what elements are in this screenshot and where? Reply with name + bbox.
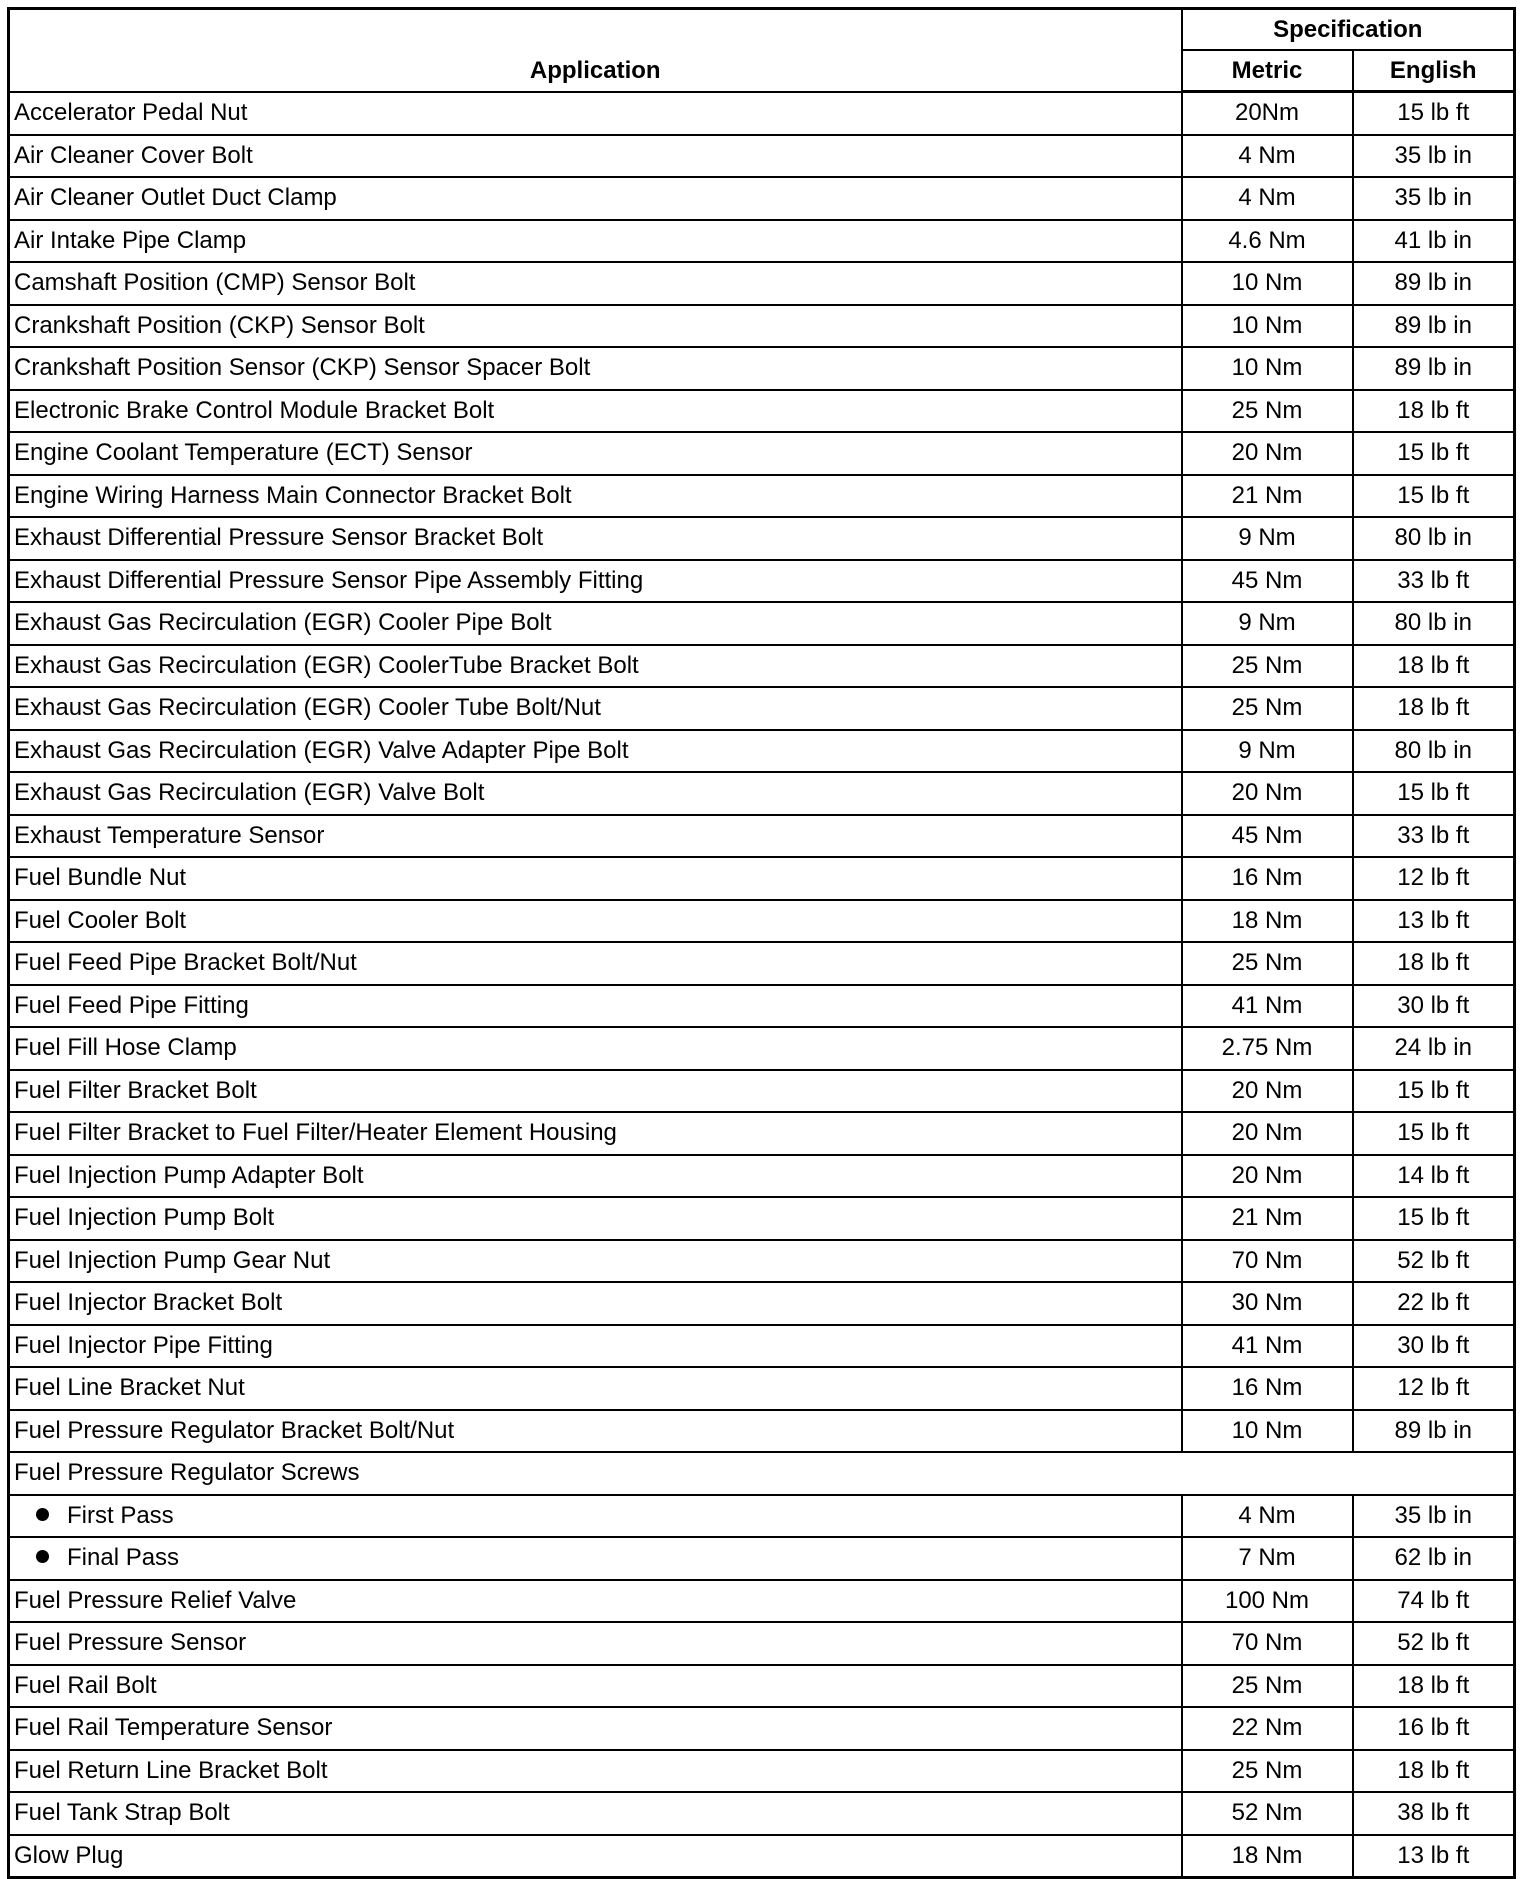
table-row (9, 1707, 1515, 1750)
metric-cell: 20 Nm (1182, 432, 1353, 475)
metric-cell: 10 Nm (1182, 347, 1353, 390)
application-cell (9, 1835, 1182, 1878)
english-cell: 15 lb ft (1353, 1070, 1515, 1113)
english-cell: 18 lb ft (1353, 1750, 1515, 1793)
metric-cell: 45 Nm (1182, 815, 1353, 858)
application-cell (9, 347, 1182, 390)
application-cell (9, 305, 1182, 348)
english-cell: 80 lb in (1353, 602, 1515, 645)
application-cell (9, 687, 1182, 730)
english-cell: 52 lb ft (1353, 1622, 1515, 1665)
table-row (9, 1580, 1515, 1623)
application-label: Engine Wiring Harness Main Connector Bracket Bolt (14, 481, 572, 509)
english-cell: 52 lb ft (1353, 1240, 1515, 1283)
application-cell (9, 1622, 1182, 1665)
application-label: Fuel Rail Bolt (14, 1671, 157, 1699)
english-cell: 80 lb in (1353, 730, 1515, 773)
torque-spec-table (7, 7, 1516, 1879)
table-row (9, 135, 1515, 178)
metric-cell: 4.6 Nm (1182, 220, 1353, 263)
table-row (9, 1792, 1515, 1835)
english-cell: 18 lb ft (1353, 645, 1515, 688)
metric-cell: 25 Nm (1182, 1665, 1353, 1708)
table-row (9, 560, 1515, 603)
application-cell (9, 475, 1182, 518)
english-cell: 13 lb ft (1353, 900, 1515, 943)
application-label: Fuel Pressure Regulator Bracket Bolt/Nut (14, 1416, 455, 1444)
application-cell (9, 815, 1182, 858)
english-cell: 14 lb ft (1353, 1155, 1515, 1198)
english-cell: 89 lb in (1353, 262, 1515, 305)
application-label: Crankshaft Position Sensor (CKP) Sensor Spacer Bolt (14, 354, 591, 382)
metric-cell: 45 Nm (1182, 560, 1353, 603)
table-row (9, 687, 1515, 730)
application-cell (9, 645, 1182, 688)
english-cell: 33 lb ft (1353, 815, 1515, 858)
application-cell (9, 1112, 1182, 1155)
application-label: Fuel Pressure Sensor (14, 1629, 247, 1657)
table-row (9, 1537, 1515, 1580)
application-label: Exhaust Temperature Sensor (14, 821, 325, 849)
application-label: Fuel Rail Temperature Sensor (14, 1714, 333, 1742)
metric-cell: 25 Nm (1182, 1750, 1353, 1793)
application-label: Fuel Injection Pump Adapter Bolt (14, 1161, 364, 1189)
english-cell: 35 lb in (1353, 177, 1515, 220)
english-header: English (1353, 50, 1515, 92)
application-label: Exhaust Gas Recirculation (EGR) Cooler Tube Bolt/Nut (14, 694, 601, 722)
metric-cell: 21 Nm (1182, 1197, 1353, 1240)
application-cell (9, 730, 1182, 773)
english-cell: 13 lb ft (1353, 1835, 1515, 1878)
english-cell: 41 lb in (1353, 220, 1515, 263)
application-label: Final Pass (67, 1544, 180, 1572)
application-label: Fuel Filter Bracket Bolt (14, 1076, 257, 1104)
table-row (9, 1325, 1515, 1368)
english-cell: 16 lb ft (1353, 1707, 1515, 1750)
application-label: Accelerator Pedal Nut (14, 99, 248, 126)
table-row (9, 1197, 1515, 1240)
application-label: Fuel Pressure Regulator Screws (14, 1459, 360, 1487)
metric-cell: 9 Nm (1182, 730, 1353, 773)
table-row (9, 305, 1515, 348)
table-row (9, 1027, 1515, 1070)
application-cell (9, 985, 1182, 1028)
application-label: Air Intake Pipe Clamp (14, 226, 247, 254)
metric-cell: 18 Nm (1182, 1835, 1353, 1878)
metric-cell: 20 Nm (1182, 1112, 1353, 1155)
table-row (9, 1622, 1515, 1665)
table-row (9, 475, 1515, 518)
table-row (9, 942, 1515, 985)
english-cell: 15 lb ft (1353, 1112, 1515, 1155)
table-row (9, 517, 1515, 560)
metric-cell: 52 Nm (1182, 1792, 1353, 1835)
application-label: Engine Coolant Temperature (ECT) Sensor (14, 439, 473, 467)
english-cell: 15 lb ft (1353, 475, 1515, 518)
specification-header: Specification (1182, 9, 1515, 51)
bullet-icon (36, 1508, 49, 1521)
english-cell: 30 lb ft (1353, 1325, 1515, 1368)
application-cell (9, 1792, 1182, 1835)
table-row (9, 985, 1515, 1028)
application-label: Fuel Injection Pump Gear Nut (14, 1246, 331, 1274)
table-row (9, 1155, 1515, 1198)
application-cell (9, 1240, 1182, 1283)
table-body (9, 92, 1515, 1878)
metric-cell: 70 Nm (1182, 1622, 1353, 1665)
english-cell: 18 lb ft (1353, 942, 1515, 985)
application-cell (9, 1665, 1182, 1708)
application-cell (9, 177, 1182, 220)
metric-cell: 20 Nm (1182, 772, 1353, 815)
english-cell: 15 lb ft (1353, 432, 1515, 475)
table-row (9, 1750, 1515, 1793)
application-label: Exhaust Gas Recirculation (EGR) Valve Adapter Pipe Bolt (14, 736, 629, 764)
english-cell: 80 lb in (1353, 517, 1515, 560)
table-row (9, 645, 1515, 688)
application-cell (9, 1580, 1182, 1623)
table-row (9, 1410, 1515, 1453)
application-cell (9, 262, 1182, 305)
application-cell (9, 390, 1182, 433)
metric-cell: 4 Nm (1182, 135, 1353, 178)
application-label: Exhaust Differential Pressure Sensor Pipe Assembly Fitting (14, 566, 644, 594)
application-label: Glow Plug (14, 1841, 124, 1869)
table-row (9, 857, 1515, 900)
metric-cell: 25 Nm (1182, 942, 1353, 985)
application-cell (9, 1325, 1182, 1368)
metric-cell: 25 Nm (1182, 687, 1353, 730)
metric-cell: 21 Nm (1182, 475, 1353, 518)
metric-cell: 10 Nm (1182, 262, 1353, 305)
application-cell (9, 602, 1182, 645)
table-row (9, 262, 1515, 305)
application-header: Application (9, 9, 1182, 92)
metric-cell: 30 Nm (1182, 1282, 1353, 1325)
application-label: Fuel Injector Pipe Fitting (14, 1331, 273, 1359)
application-label: Fuel Bundle Nut (14, 864, 187, 892)
application-cell (9, 517, 1182, 560)
table-row (9, 347, 1515, 390)
application-cell (9, 857, 1182, 900)
application-label: Fuel Cooler Bolt (14, 906, 187, 934)
header-row-top (9, 9, 1515, 51)
table-row (9, 432, 1515, 475)
application-label: Fuel Fill Hose Clamp (14, 1034, 237, 1062)
metric-cell: 4 Nm (1182, 1495, 1353, 1538)
application-cell (9, 220, 1182, 263)
application-cell (9, 1750, 1182, 1793)
application-label: Exhaust Differential Pressure Sensor Bracket Bolt (14, 524, 544, 552)
table-row (9, 1367, 1515, 1410)
application-label: Fuel Feed Pipe Fitting (14, 991, 249, 1019)
metric-cell: 16 Nm (1182, 1367, 1353, 1410)
english-cell: 15 lb ft (1353, 92, 1515, 135)
application-label: Electronic Brake Control Module Bracket Bolt (14, 396, 495, 424)
application-cell (9, 432, 1182, 475)
application-label: Fuel Pressure Relief Valve (14, 1586, 297, 1614)
metric-cell: 10 Nm (1182, 1410, 1353, 1453)
english-cell: 22 lb ft (1353, 1282, 1515, 1325)
metric-cell: 41 Nm (1182, 985, 1353, 1028)
application-cell (9, 1707, 1182, 1750)
english-cell: 89 lb in (1353, 1410, 1515, 1453)
application-label: Exhaust Gas Recirculation (EGR) Valve Bolt (14, 779, 485, 807)
metric-cell: 18 Nm (1182, 900, 1353, 943)
application-cell (9, 1537, 1182, 1580)
application-label: Fuel Filter Bracket to Fuel Filter/Heater Element Housing (14, 1119, 617, 1147)
application-label: Fuel Injection Pump Bolt (14, 1204, 275, 1232)
table-row (9, 1112, 1515, 1155)
application-cell (9, 1282, 1182, 1325)
english-cell: 35 lb in (1353, 1495, 1515, 1538)
application-cell (9, 1027, 1182, 1070)
table-row (9, 177, 1515, 220)
english-cell: 30 lb ft (1353, 985, 1515, 1028)
application-label: Crankshaft Position (CKP) Sensor Bolt (14, 311, 425, 339)
application-label: Exhaust Gas Recirculation (EGR) Cooler Pipe Bolt (14, 609, 552, 637)
application-label: Fuel Return Line Bracket Bolt (14, 1756, 328, 1784)
english-cell: 89 lb in (1353, 305, 1515, 348)
application-label: Exhaust Gas Recirculation (EGR) CoolerTube Bracket Bolt (14, 651, 639, 679)
application-cell (9, 1367, 1182, 1410)
metric-cell: 16 Nm (1182, 857, 1353, 900)
table-row (9, 1665, 1515, 1708)
table-row (9, 900, 1515, 943)
table-row (9, 1835, 1515, 1878)
table-group-row (9, 1452, 1515, 1495)
metric-cell: 20Nm (1182, 92, 1353, 135)
application-cell (9, 1410, 1182, 1453)
table-row (9, 602, 1515, 645)
english-cell: 62 lb in (1353, 1537, 1515, 1580)
table-row (9, 390, 1515, 433)
english-cell: 74 lb ft (1353, 1580, 1515, 1623)
metric-cell: 70 Nm (1182, 1240, 1353, 1283)
metric-cell: 41 Nm (1182, 1325, 1353, 1368)
english-cell: 89 lb in (1353, 347, 1515, 390)
application-cell (9, 560, 1182, 603)
english-cell: 12 lb ft (1353, 857, 1515, 900)
application-label: Camshaft Position (CMP) Sensor Bolt (14, 269, 416, 297)
table-row (9, 772, 1515, 815)
table-row (9, 815, 1515, 858)
application-cell (9, 1070, 1182, 1113)
english-cell: 15 lb ft (1353, 772, 1515, 815)
english-cell: 33 lb ft (1353, 560, 1515, 603)
table-row (9, 1070, 1515, 1113)
bullet-icon (36, 1550, 49, 1563)
metric-cell: 100 Nm (1182, 1580, 1353, 1623)
metric-cell: 9 Nm (1182, 517, 1353, 560)
metric-cell: 22 Nm (1182, 1707, 1353, 1750)
application-cell (9, 1155, 1182, 1198)
metric-cell: 25 Nm (1182, 645, 1353, 688)
metric-cell: 10 Nm (1182, 305, 1353, 348)
application-label: Fuel Tank Strap Bolt (14, 1799, 230, 1827)
english-cell: 38 lb ft (1353, 1792, 1515, 1835)
metric-cell: 20 Nm (1182, 1070, 1353, 1113)
table-row (9, 92, 1515, 135)
table-row (9, 730, 1515, 773)
table-row (9, 1495, 1515, 1538)
application-label: Air Cleaner Outlet Duct Clamp (14, 184, 337, 212)
table-row (9, 1282, 1515, 1325)
application-cell (9, 942, 1182, 985)
metric-cell: 9 Nm (1182, 602, 1353, 645)
english-cell: 15 lb ft (1353, 1197, 1515, 1240)
table-row (9, 220, 1515, 263)
application-cell (9, 1197, 1182, 1240)
english-cell: 18 lb ft (1353, 1665, 1515, 1708)
metric-cell: 25 Nm (1182, 390, 1353, 433)
english-cell: 18 lb ft (1353, 687, 1515, 730)
application-cell (9, 92, 1182, 135)
english-cell: 24 lb in (1353, 1027, 1515, 1070)
application-label: First Pass (67, 1501, 174, 1529)
application-cell (9, 1495, 1182, 1538)
metric-cell: 4 Nm (1182, 177, 1353, 220)
application-cell (9, 900, 1182, 943)
metric-cell: 2.75 Nm (1182, 1027, 1353, 1070)
metric-header: Metric (1182, 50, 1353, 92)
metric-cell: 7 Nm (1182, 1537, 1353, 1580)
application-label: Fuel Injector Bracket Bolt (14, 1289, 283, 1317)
english-cell: 18 lb ft (1353, 390, 1515, 433)
application-cell (9, 1452, 1515, 1495)
application-label: Air Cleaner Cover Bolt (14, 141, 253, 169)
application-cell (9, 135, 1182, 178)
table-row (9, 1240, 1515, 1283)
english-cell: 35 lb in (1353, 135, 1515, 178)
application-label: Fuel Feed Pipe Bracket Bolt/Nut (14, 949, 357, 977)
metric-cell: 20 Nm (1182, 1155, 1353, 1198)
application-cell (9, 772, 1182, 815)
english-cell: 12 lb ft (1353, 1367, 1515, 1410)
application-label: Fuel Line Bracket Nut (14, 1374, 245, 1402)
